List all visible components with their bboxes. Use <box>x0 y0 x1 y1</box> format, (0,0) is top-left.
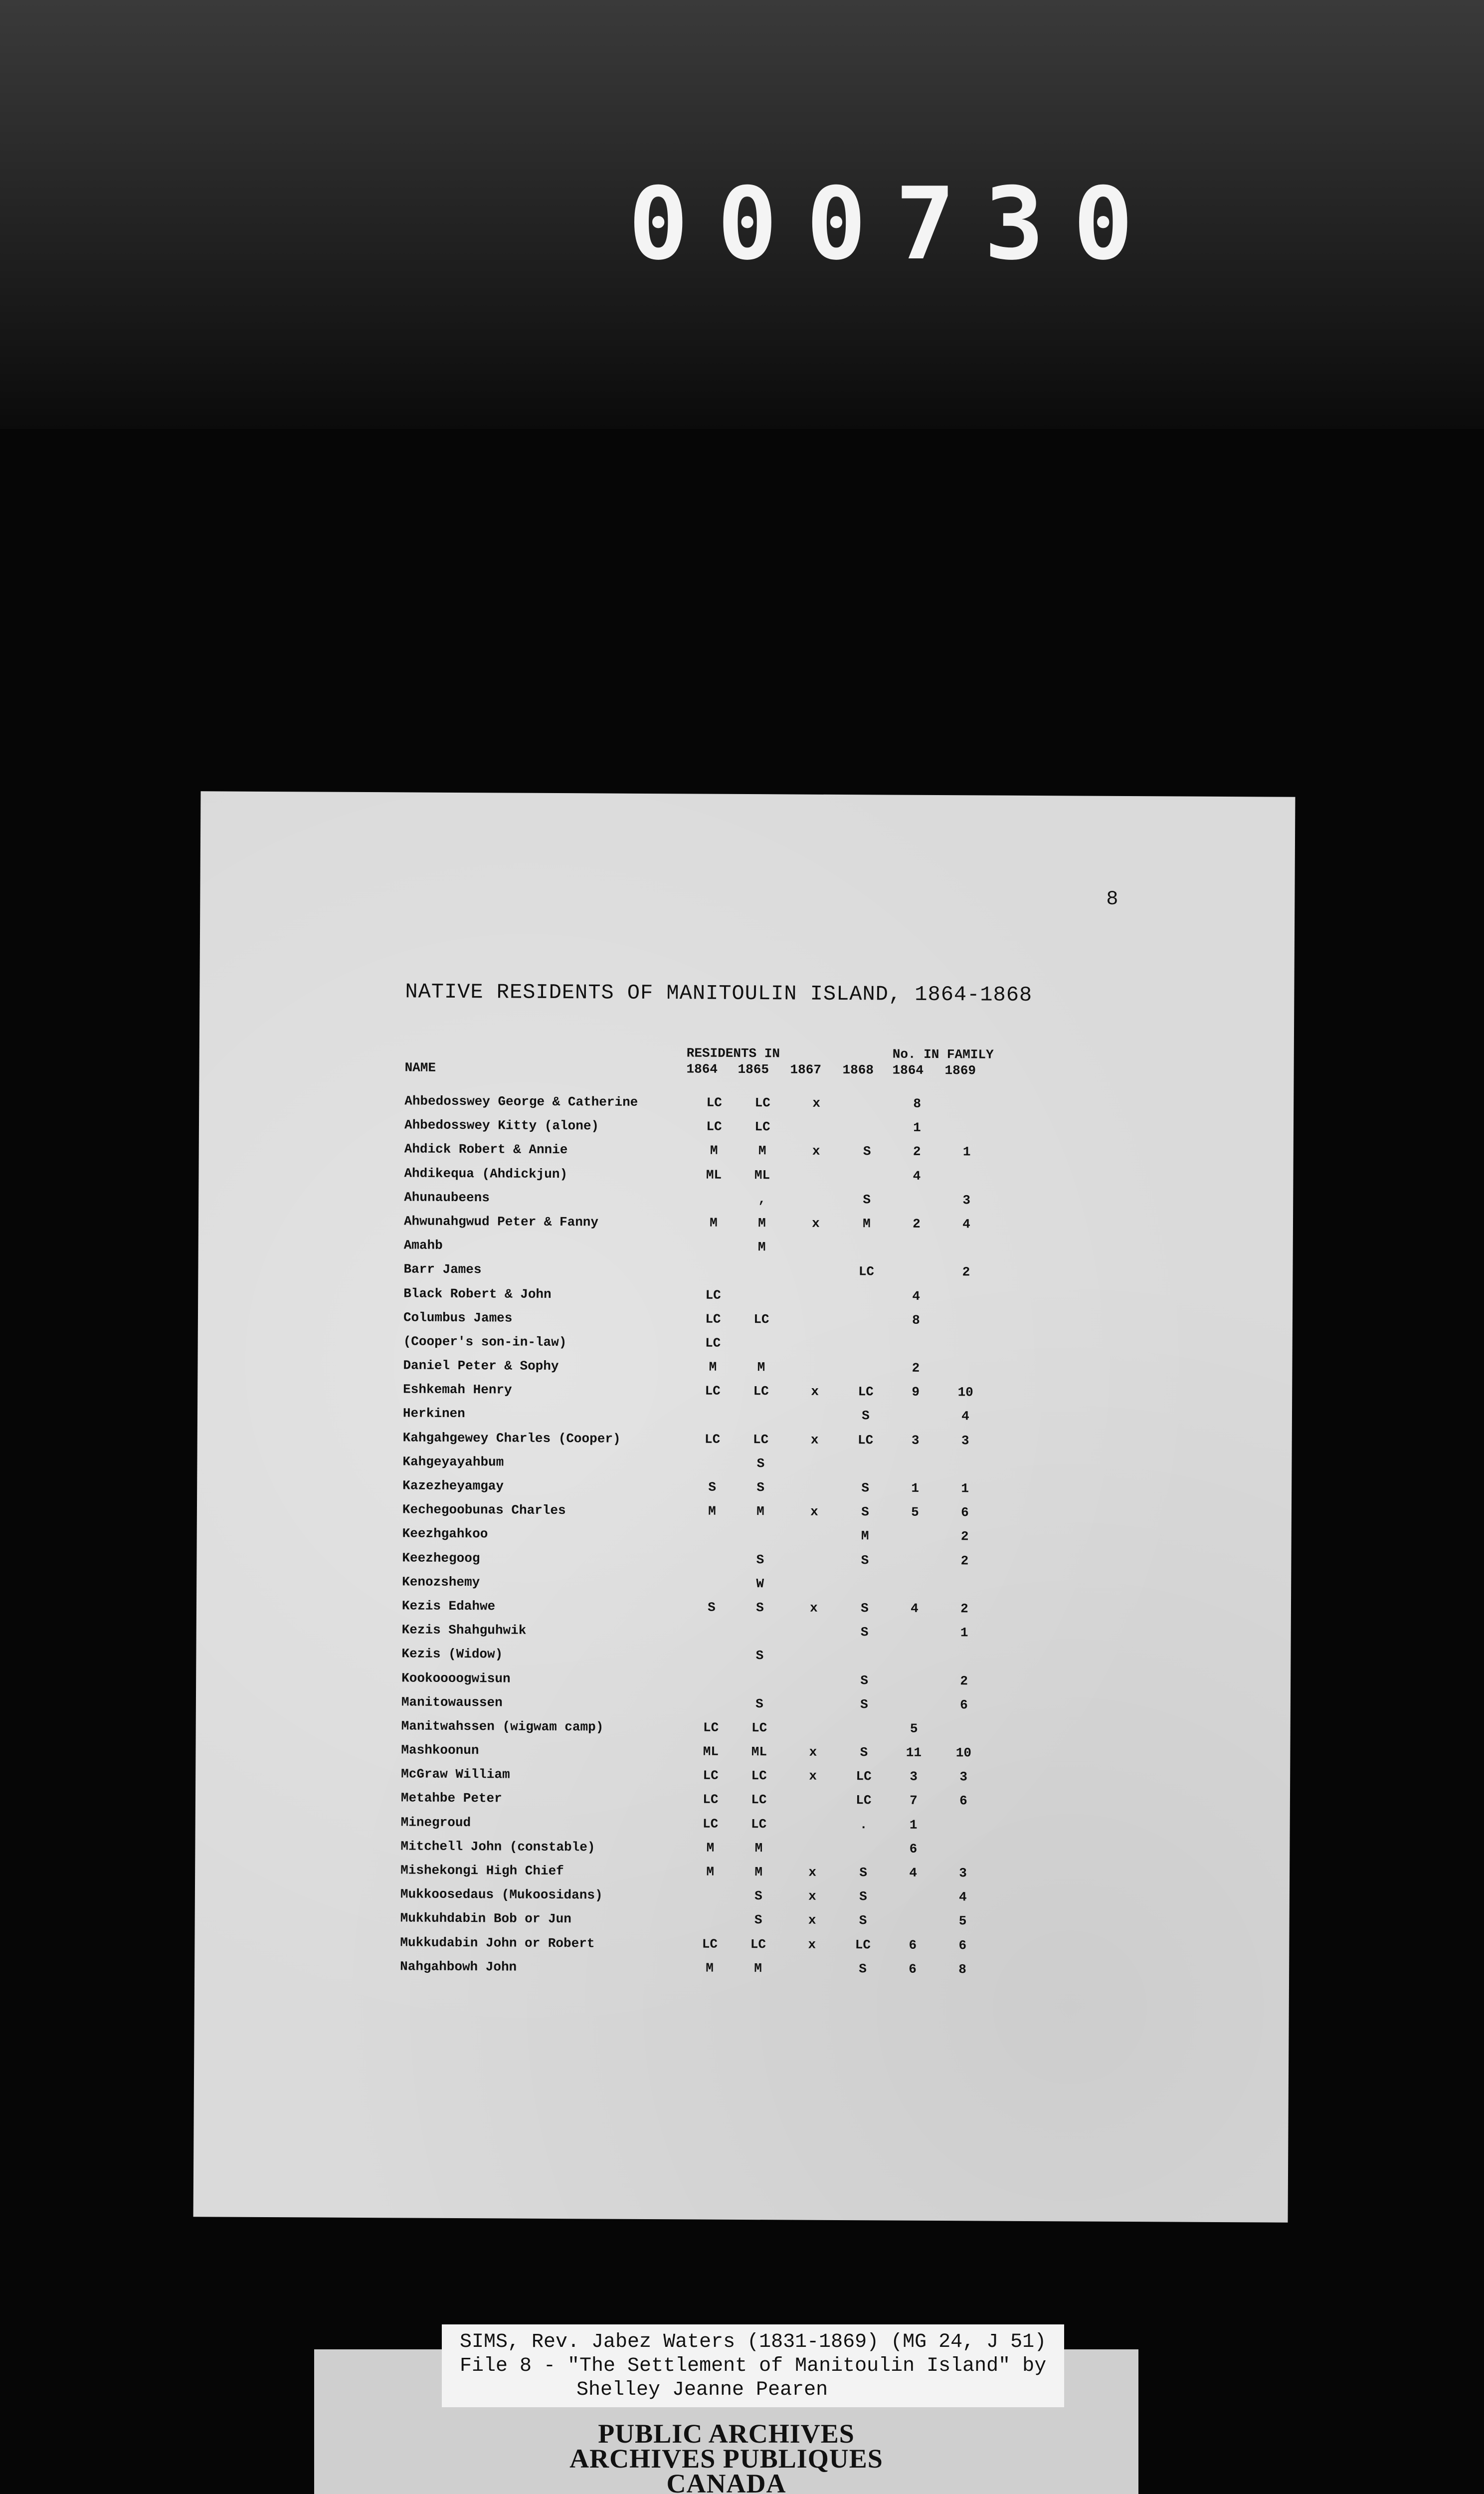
header-1868: 1868 <box>842 1062 874 1078</box>
cell-residence-1868: LC <box>855 1937 871 1952</box>
cell-residence-1864: M <box>708 1503 716 1519</box>
cell-family-1869: 1 <box>960 1625 968 1641</box>
cell-residence-1865: M <box>757 1360 765 1375</box>
cell-residence-1865: M <box>754 1960 762 1976</box>
residents-table <box>194 1092 1294 1987</box>
cell-name: McGraw William <box>401 1766 510 1782</box>
cell-family-1869: 6 <box>960 1697 968 1713</box>
cell-family-1869: 10 <box>955 1745 972 1761</box>
cell-residence-1865: LC <box>754 1119 770 1135</box>
cell-residence-1864: S <box>708 1479 717 1495</box>
cell-residence-1865: LC <box>753 1311 769 1327</box>
cell-name: Kookoooogwisun <box>401 1670 511 1686</box>
cell-family-1869: 10 <box>957 1385 973 1400</box>
cell-family-1864: 4 <box>909 1865 918 1880</box>
cell-residence-1865: LC <box>754 1095 770 1111</box>
cell-residence-1868: LC <box>858 1264 875 1279</box>
cell-name: Ahbedosswey Kitty (alone) <box>404 1117 599 1134</box>
cell-name: Kazezheyamgay <box>402 1478 504 1494</box>
cell-residence-1868: S <box>861 1504 869 1520</box>
cell-residence-1868: S <box>861 1480 870 1496</box>
cell-residence-1868: S <box>859 1961 867 1977</box>
document-page <box>193 791 1296 2222</box>
cell-family-1864: 6 <box>909 1841 918 1857</box>
cell-family-1869: 4 <box>959 1889 967 1905</box>
cell-family-1864: 4 <box>913 1168 921 1184</box>
cell-residence-1868: S <box>860 1745 868 1760</box>
cell-family-1864: 7 <box>910 1793 918 1809</box>
cell-residence-1864: LC <box>705 1335 721 1351</box>
cell-family-1869: 8 <box>958 1962 967 1977</box>
cell-residence-1864: M <box>706 1840 715 1856</box>
cell-residence-1864: LC <box>705 1432 721 1447</box>
cell-residence-1865: M <box>757 1240 766 1255</box>
cell-family-1864: 4 <box>912 1288 921 1304</box>
cell-residence-1868: S <box>859 1913 867 1928</box>
cell-name: Mukkuhdabin Bob or Jun <box>400 1910 572 1927</box>
cell-residence-1868: S <box>860 1672 869 1688</box>
cell-family-1864: 3 <box>911 1433 920 1448</box>
cell-name: Kenozshemy <box>402 1574 480 1590</box>
header-1867: 1867 <box>790 1062 822 1077</box>
cell-name: Herkinen <box>402 1406 465 1422</box>
page-number: 8 <box>1106 888 1118 911</box>
cell-family-1869: 2 <box>960 1529 969 1544</box>
cell-residence-1867: x <box>808 1937 816 1952</box>
cell-name: Kezis (Widow) <box>401 1646 503 1662</box>
cell-residence-1864: M <box>706 1864 715 1879</box>
cell-name: Kahgeyayahbum <box>402 1454 504 1470</box>
cell-family-1864: 6 <box>909 1961 917 1977</box>
collection-label-card <box>442 2324 1064 2407</box>
cell-family-1869: 1 <box>962 1144 971 1160</box>
cell-residence-1865: LC <box>753 1432 769 1447</box>
cell-residence-1868: LC <box>856 1793 872 1808</box>
cell-residence-1868: LC <box>858 1384 874 1400</box>
cell-residence-1864: M <box>709 1359 717 1375</box>
cell-name: Mukkudabin John or Robert <box>400 1934 595 1951</box>
cell-name: Mashkoonun <box>401 1742 479 1758</box>
label-line-3: Shelley Jeanne Pearen <box>576 2379 828 2401</box>
cell-residence-1867: x <box>812 1095 821 1111</box>
cell-family-1869: 4 <box>962 1217 970 1232</box>
cell-residence-1864: M <box>710 1143 718 1159</box>
archive-line-1: PUBLIC ARCHIVES <box>598 2419 855 2449</box>
cell-residence-1868: S <box>860 1696 868 1712</box>
cell-name: Ahdick Robert & Annie <box>404 1141 568 1158</box>
cell-family-1869: 2 <box>960 1601 968 1617</box>
cell-name: Kechegoobunas Charles <box>402 1502 566 1518</box>
header-name: NAME <box>404 1060 436 1075</box>
cell-family-1869: 3 <box>962 1193 971 1208</box>
cell-residence-1867: x <box>812 1144 820 1159</box>
cell-name: Daniel Peter & Sophy <box>403 1358 559 1374</box>
cell-name: Mukkoosedaus (Mukoosidans) <box>400 1886 603 1903</box>
cell-family-1869: 4 <box>961 1409 969 1424</box>
cell-family-1864: 6 <box>909 1937 917 1953</box>
cell-residence-1867: x <box>808 1865 817 1880</box>
cell-family-1864: 1 <box>913 1120 921 1136</box>
cell-residence-1864: S <box>708 1600 716 1615</box>
cell-residence-1868: LC <box>858 1432 874 1448</box>
cell-residence-1867: x <box>810 1600 818 1616</box>
cell-name: Barr James <box>403 1261 482 1277</box>
cell-residence-1865: ML <box>754 1167 770 1183</box>
cell-residence-1865: S <box>755 1648 764 1663</box>
cell-residence-1865: LC <box>751 1792 767 1808</box>
cell-family-1869: 2 <box>960 1553 969 1568</box>
cell-residence-1864: LC <box>703 1792 719 1808</box>
cell-residence-1865: S <box>756 1480 765 1495</box>
cell-residence-1868: S <box>862 1408 870 1424</box>
cell-family-1864: 9 <box>912 1385 920 1400</box>
cell-residence-1865: ML <box>751 1744 767 1760</box>
cell-residence-1867: x <box>811 1384 819 1400</box>
cell-residence-1864: LC <box>706 1095 722 1110</box>
cell-family-1864: 5 <box>911 1504 919 1520</box>
cell-name: (Cooper's son-in-law) <box>403 1334 567 1350</box>
cell-name: Mishekongi High Chief <box>400 1863 564 1879</box>
cell-family-1864: 5 <box>910 1721 918 1736</box>
cell-residence-1868: M <box>861 1528 869 1544</box>
cell-name: Ahunaubeens <box>404 1190 490 1206</box>
cell-name: Ahbedosswey George & Catherine <box>404 1093 638 1110</box>
cell-name: Minegroud <box>400 1815 471 1830</box>
cell-family-1864: 2 <box>913 1144 921 1160</box>
cell-name: Manitwahssen (wigwam camp) <box>401 1718 604 1735</box>
cell-family-1869: 3 <box>959 1769 968 1785</box>
cell-family-1869: 6 <box>959 1793 967 1809</box>
cell-residence-1864: ML <box>703 1744 719 1759</box>
cell-family-1864: 2 <box>913 1216 921 1232</box>
cell-residence-1864: ML <box>706 1167 722 1183</box>
cell-name: Nahgahbowh John <box>400 1959 517 1975</box>
cell-family-1869: 2 <box>962 1264 970 1280</box>
cell-residence-1867: x <box>810 1504 818 1519</box>
cell-residence-1867: x <box>809 1744 817 1760</box>
cell-residence-1865: LC <box>751 1720 767 1736</box>
cell-residence-1865: , <box>758 1191 766 1207</box>
cell-name: Kahgahgewey Charles (Cooper) <box>402 1430 621 1447</box>
cell-residence-1864: LC <box>703 1720 719 1735</box>
cell-residence-1868: S <box>861 1552 869 1568</box>
cell-name: Black Robert & John <box>403 1285 552 1302</box>
cell-residence-1865: S <box>754 1888 762 1904</box>
header-family-1869: 1869 <box>944 1063 976 1078</box>
cell-residence-1865: W <box>756 1576 764 1591</box>
cell-family-1869: 1 <box>961 1481 969 1496</box>
cell-residence-1865: LC <box>753 1384 769 1399</box>
cell-residence-1865: M <box>758 1143 766 1159</box>
cell-name: Keezhgahkoo <box>402 1526 488 1542</box>
cell-family-1869: 2 <box>960 1673 968 1688</box>
cell-residence-1864: LC <box>705 1383 721 1399</box>
cell-residence-1867: x <box>808 1913 816 1928</box>
cell-residence-1864: M <box>706 1960 714 1976</box>
cell-family-1869: 6 <box>961 1505 969 1520</box>
cell-residence-1865: M <box>754 1865 763 1880</box>
cell-residence-1868: . <box>859 1817 868 1832</box>
archive-line-2: ARCHIVES PUBLIQUES <box>569 2444 883 2474</box>
document-title: NATIVE RESIDENTS OF MANITOULIN ISLAND, 1864-1868 <box>405 980 1033 1008</box>
cell-family-1864: 11 <box>906 1745 922 1760</box>
cell-residence-1867: x <box>810 1432 819 1448</box>
cell-family-1864: 3 <box>910 1769 918 1785</box>
cell-family-1864: 2 <box>912 1360 920 1376</box>
cell-name: Metahbe Peter <box>400 1790 502 1806</box>
header-no-in-family: No. IN FAMILY <box>892 1046 994 1062</box>
cell-residence-1864: LC <box>703 1768 719 1783</box>
cell-residence-1865: LC <box>751 1768 767 1784</box>
cell-name: Manitowaussen <box>401 1694 503 1710</box>
cell-residence-1868: S <box>863 1144 871 1159</box>
cell-family-1869: 3 <box>959 1866 967 1881</box>
cell-residence-1868: S <box>863 1192 871 1208</box>
cell-residence-1865: S <box>755 1696 763 1711</box>
header-residents-in: RESIDENTS IN <box>686 1045 780 1061</box>
cell-family-1869: 6 <box>958 1937 967 1953</box>
cell-residence-1868: S <box>860 1625 869 1640</box>
cell-residence-1865: S <box>756 1455 765 1471</box>
cell-residence-1868: S <box>859 1865 868 1880</box>
cell-residence-1865: M <box>756 1504 764 1519</box>
cell-residence-1868: LC <box>856 1769 872 1784</box>
cell-family-1864: 4 <box>911 1601 919 1616</box>
cell-residence-1868: S <box>859 1889 867 1904</box>
cell-residence-1865: S <box>756 1552 764 1567</box>
cell-family-1864: 1 <box>911 1480 920 1496</box>
cell-residence-1864: M <box>710 1215 718 1231</box>
cell-residence-1868: M <box>863 1216 871 1232</box>
cell-family-1869: 3 <box>961 1433 969 1448</box>
cell-residence-1867: x <box>808 1888 816 1904</box>
cell-residence-1867: x <box>809 1768 817 1784</box>
cell-name: Kezis Shahguhwik <box>401 1622 527 1638</box>
cell-name: Ahdikequa (Ahdickjun) <box>404 1165 568 1182</box>
cell-name: Eshkemah Henry <box>403 1382 512 1398</box>
cell-name: Keezhegoog <box>402 1550 480 1566</box>
cell-residence-1865: M <box>758 1216 766 1231</box>
cell-family-1864: 8 <box>912 1312 920 1328</box>
cell-residence-1865: M <box>754 1840 763 1856</box>
cell-name: Columbus James <box>403 1310 513 1326</box>
cell-name: Amahb <box>403 1238 443 1253</box>
cell-residence-1868: S <box>861 1601 869 1616</box>
cell-family-1869: 5 <box>958 1913 967 1929</box>
archive-line-3: CANADA <box>666 2469 786 2494</box>
label-line-2: File 8 - "The Settlement of Manitoulin Island" by <box>460 2355 1047 2377</box>
cell-name: Ahwunahgwud Peter & Fanny <box>403 1214 599 1230</box>
cell-name: Mitchell John (constable) <box>400 1839 595 1855</box>
cell-family-1864: 1 <box>909 1817 918 1833</box>
header-family-1864: 1864 <box>892 1062 924 1078</box>
cell-residence-1865: S <box>756 1600 764 1616</box>
header-1864: 1864 <box>686 1061 718 1077</box>
cell-family-1864: 8 <box>913 1096 922 1111</box>
cell-residence-1865: LC <box>750 1816 767 1832</box>
cell-residence-1865: LC <box>750 1936 766 1952</box>
cell-residence-1867: x <box>812 1216 820 1231</box>
frame-number: 000730 <box>628 166 1162 282</box>
label-line-1: SIMS, Rev. Jabez Waters (1831-1869) (MG 24, J 51) <box>460 2331 1047 2353</box>
cell-residence-1864: LC <box>702 1816 719 1832</box>
header-1865: 1865 <box>738 1061 769 1077</box>
table-row <box>194 1958 1289 1988</box>
cell-residence-1864: LC <box>706 1119 722 1134</box>
cell-name: Kezis Edahwe <box>401 1598 496 1614</box>
cell-residence-1865: S <box>754 1912 762 1928</box>
cell-residence-1864: LC <box>705 1287 721 1303</box>
cell-residence-1864: LC <box>705 1311 721 1327</box>
cell-residence-1864: LC <box>702 1936 718 1952</box>
